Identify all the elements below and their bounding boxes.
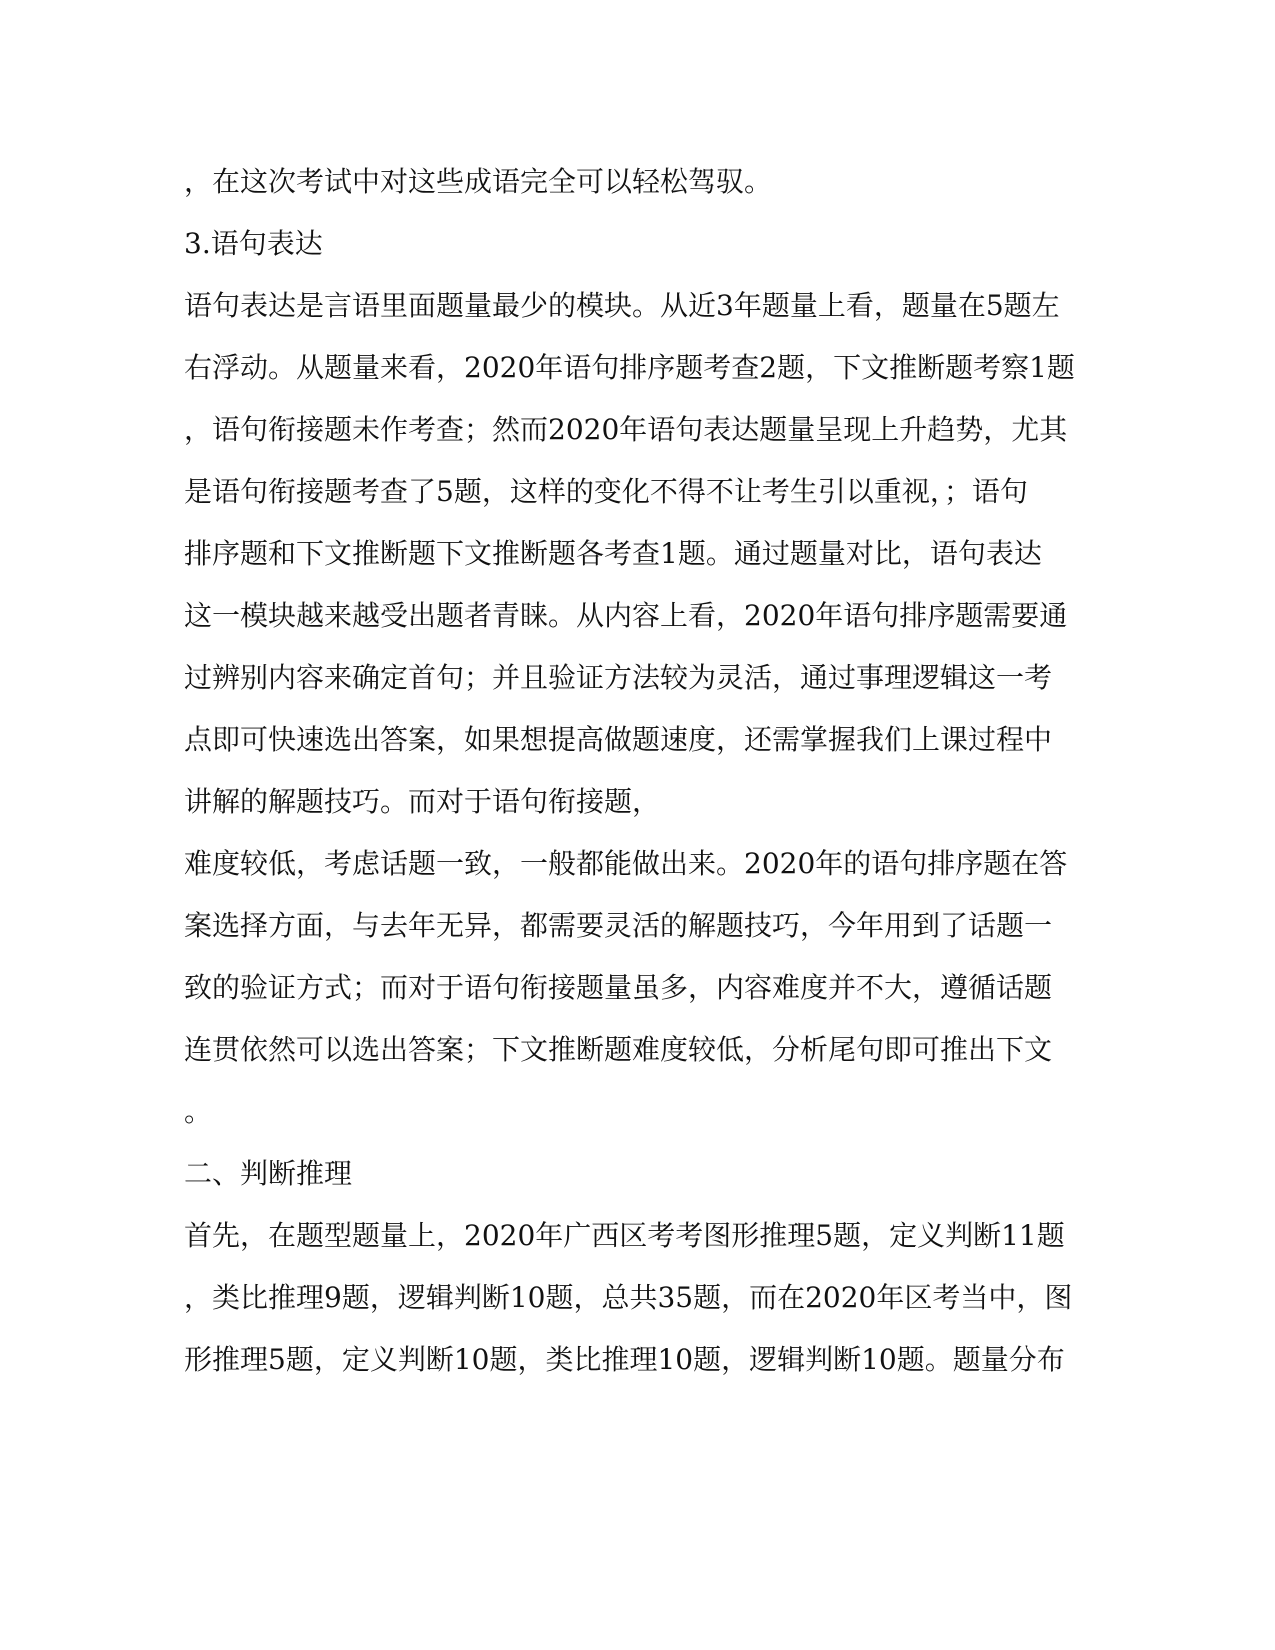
paragraph-line: 点即可快速选出答案，如果想提高做题速度，还需掌握我们上课过程中 [184,723,1053,756]
paragraph-line: ，语句衔接题未作考查；然而2020年语句表达题量呈现上升趋势，尤其 [184,413,1068,446]
paragraph-line: 案选择方面，与去年无异，都需要灵活的解题技巧，今年用到了话题一 [184,909,1053,942]
paragraph-line: 右浮动。从题量来看，2020年语句排序题考查2题，下文推断题考察1题 [184,351,1075,384]
paragraph-line: 致的验证方式；而对于语句衔接题量虽多，内容难度并不大，遵循话题 [184,971,1053,1004]
paragraph-line: ，在这次考试中对这些成语完全可以轻松驾驭。 [184,165,773,198]
paragraph-line: 讲解的解题技巧。而对于语句衔接题， [184,785,661,818]
paragraph-line: 难度较低，考虑话题一致，一般都能做出来。2020年的语句排序题在答 [184,847,1068,880]
section-heading: 二、判断推理 [184,1157,353,1190]
paragraph-line: 排序题和下文推断题下文推断题各考查1题。通过题量对比，语句表达 [184,537,1042,570]
paragraph-line: 连贯依然可以选出答案；下文推断题难度较低，分析尾句即可推出下文 [184,1033,1053,1066]
paragraph-line: 形推理5题，定义判断10题，类比推理10题，逻辑判断10题。题量分布 [184,1343,1065,1376]
paragraph-line: 过辨别内容来确定首句；并且验证方法较为灵活，通过事理逻辑这一考 [184,661,1053,694]
section-heading: 3.语句表达 [184,227,323,260]
paragraph-line: 首先，在题型题量上，2020年广西区考考图形推理5题，定义判断11题 [184,1219,1065,1252]
paragraph-line: ，类比推理9题，逻辑判断10题，总共35题，而在2020年区考当中，图 [184,1281,1073,1314]
paragraph-line: 是语句衔接题考查了5题，这样的变化不得不让考生引以重视，；语句 [184,475,1028,508]
paragraph-line: 语句表达是言语里面题量最少的模块。从近3年题量上看，题量在5题左 [184,289,1060,322]
paragraph-line: 这一模块越来越受出题者青睐。从内容上看，2020年语句排序题需要通 [184,599,1068,632]
paragraph-line: 。 [184,1095,213,1128]
